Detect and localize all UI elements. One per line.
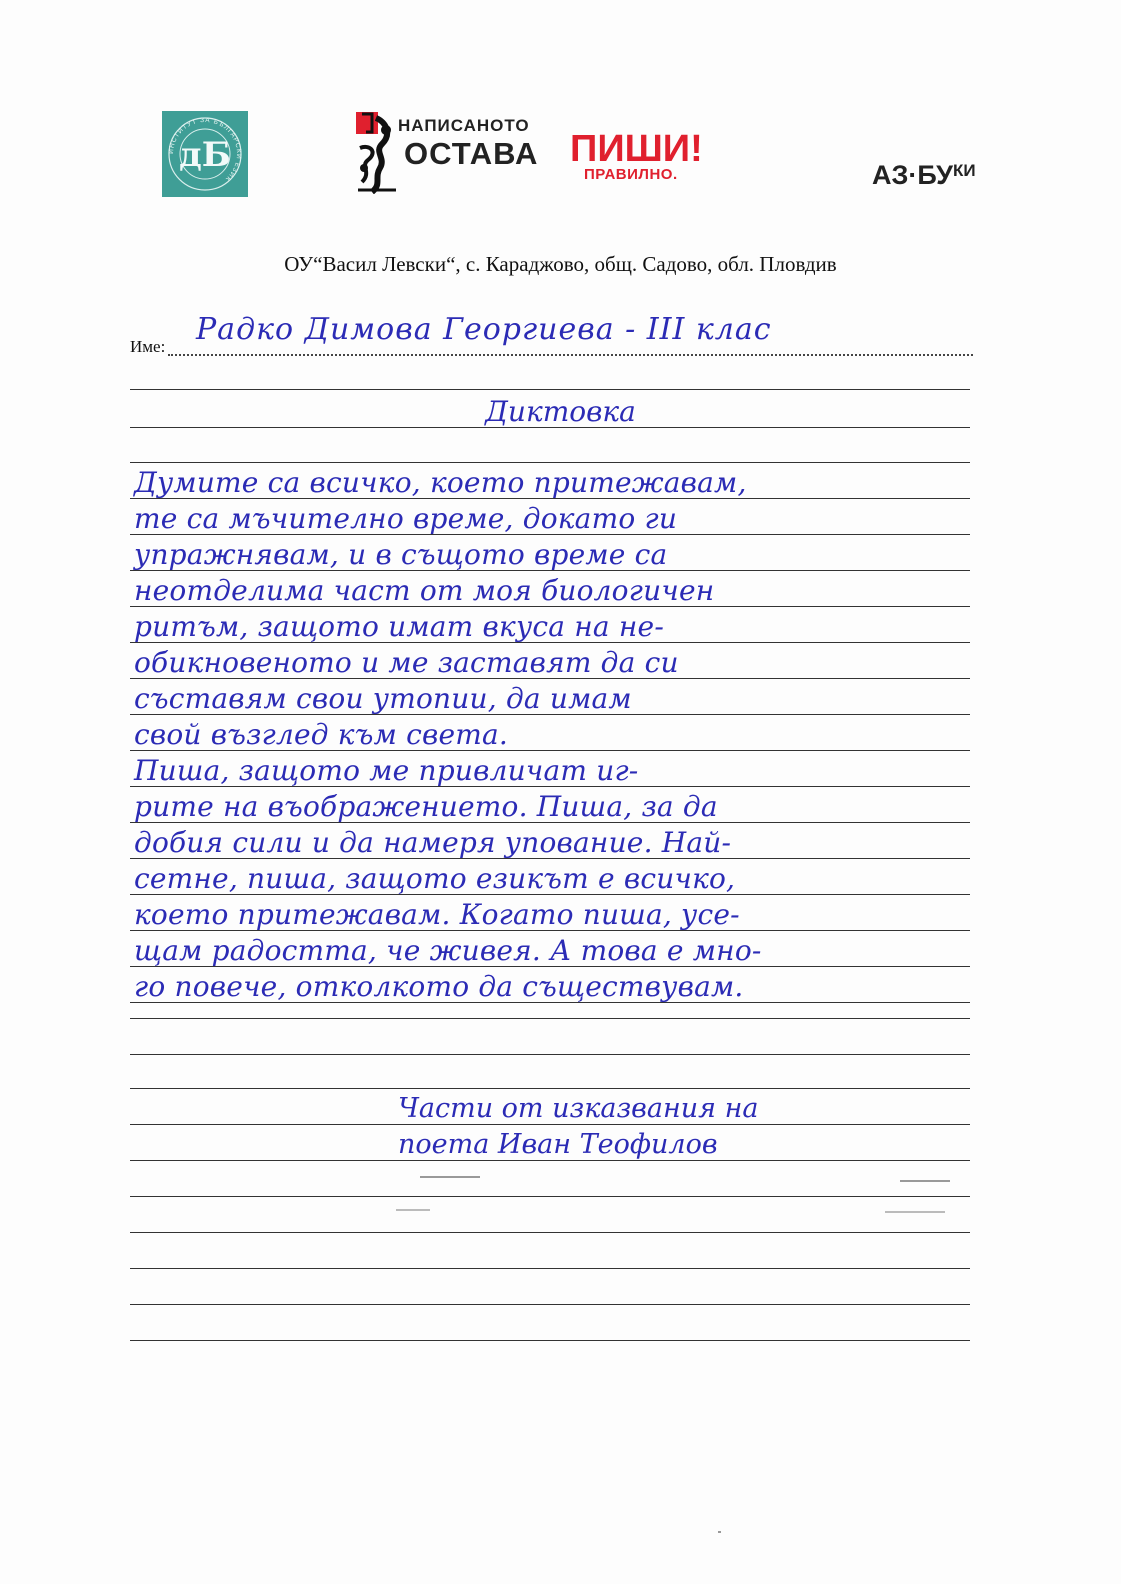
ruled-line — [130, 1018, 970, 1019]
scan-mark — [885, 1211, 945, 1213]
ibe-logo-ring-text: ИНСТИТУТ ЗА БЪЛГАРСКИ ЕЗИК — [167, 116, 243, 183]
handwritten-line: упражнявам, и в същото време са — [134, 538, 668, 571]
scan-dot — [718, 1531, 721, 1533]
scan-mark — [900, 1180, 950, 1182]
svg-text:дБ: дБ — [179, 135, 231, 175]
ruled-line — [130, 1124, 970, 1125]
scan-mark — [420, 1176, 480, 1178]
ruled-line — [130, 1232, 970, 1233]
tree-ornament-icon — [352, 108, 400, 194]
handwritten-line: свой възглед към света. — [134, 718, 508, 751]
ibe-logo — [162, 111, 248, 197]
ruled-line — [130, 1088, 970, 1089]
ruled-line — [130, 1054, 970, 1055]
handwritten-line: неотделима част от моя биологичен — [134, 574, 715, 607]
handwritten-line: Пиша, защото ме привличат иг- — [134, 754, 639, 787]
ruled-line — [130, 389, 970, 390]
handwritten-line: обикновеното и ме заставят да си — [134, 646, 679, 679]
handwritten-line: рите на въображението. Пиша, за да — [134, 790, 718, 823]
student-name: Радко Димова Георгиева - III клас — [196, 312, 772, 347]
name-dotted-line — [168, 354, 973, 356]
pravilno-text: ПРАВИЛНО. — [584, 166, 678, 183]
scan-mark — [396, 1209, 430, 1211]
handwritten-line: Думите са всичко, което притежавам, — [134, 466, 747, 499]
handwritten-line: което притежавам. Когато пиша, усе- — [134, 898, 740, 931]
ruled-line — [130, 1304, 970, 1305]
handwritten-line: го повече, отколкото да съществувам. — [134, 970, 744, 1003]
az-buki-main: АЗ·БУ — [872, 160, 953, 190]
name-label: Име: — [130, 337, 166, 356]
dictation-title: Диктовка — [485, 395, 636, 428]
napisanoto-ostava-logo — [352, 108, 752, 194]
az-buki-logo — [872, 160, 976, 191]
az-buki-sup: КИ — [952, 161, 976, 180]
ruled-line — [130, 1340, 970, 1341]
ruled-line — [130, 462, 970, 463]
handwritten-line: ритъм, защото имат вкуса на не- — [134, 610, 664, 643]
handwritten-line: съставям свои утопии, да имам — [134, 682, 632, 715]
napisanoto-text: НАПИСАНОТО — [398, 116, 530, 135]
ruled-line — [130, 1160, 970, 1161]
attribution-line-1: Части от изказвания на — [398, 1093, 759, 1124]
pishi-text: ПИШИ! — [570, 128, 703, 170]
attribution-line-2: поета Иван Теофилов — [398, 1129, 718, 1160]
ruled-line — [130, 1268, 970, 1269]
handwritten-line: сетне, пиша, защото езикът е всичко, — [134, 862, 736, 895]
handwritten-line: те са мъчително време, докато ги — [134, 502, 678, 535]
ostava-text: ОСТАВА — [404, 136, 539, 171]
school-name: ОУ“Васил Левски“, с. Караджово, общ. Садово, обл. Пловдив — [284, 252, 837, 276]
handwritten-line: щам радостта, че живея. А това е мно- — [134, 934, 762, 967]
ruled-line — [130, 1196, 970, 1197]
handwritten-line: добия сили и да намеря упование. Най- — [134, 826, 732, 859]
